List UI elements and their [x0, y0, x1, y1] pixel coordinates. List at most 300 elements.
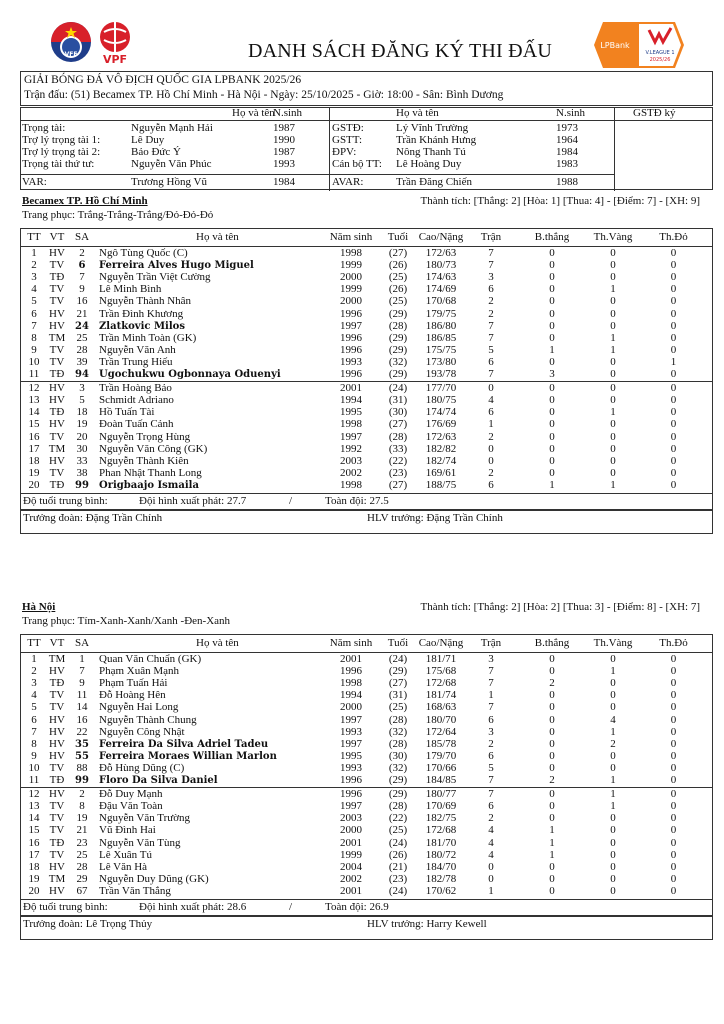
player-name: Lê Văn Hà	[99, 860, 148, 873]
player-position: TV	[49, 466, 65, 479]
player-age: (24)	[388, 382, 408, 395]
player-name: Zlatkovic Milos	[99, 320, 185, 332]
player-yellow-cards: 0	[610, 430, 616, 443]
vff-logo	[50, 21, 92, 63]
player-goals: 0	[549, 442, 555, 455]
player-goals: 0	[549, 283, 555, 296]
official-role: ĐPV:	[332, 146, 357, 158]
document-title: DANH SÁCH ĐĂNG KÝ THI ĐẤU	[247, 40, 553, 62]
player-row	[21, 701, 712, 714]
player-tt: 16	[28, 836, 40, 849]
player-row	[21, 689, 712, 702]
player-number: 14	[76, 701, 88, 714]
player-age: (24)	[388, 836, 408, 849]
player-tt: 20	[28, 884, 40, 897]
player-red-cards: 0	[670, 836, 677, 849]
player-red-cards: 0	[670, 689, 677, 702]
player-tt: 1	[31, 653, 37, 665]
team-name: Becamex TP. Hồ Chí Minh	[22, 195, 148, 207]
player-age: (29)	[388, 343, 408, 356]
player-position: TV	[49, 812, 65, 825]
avg-age-starting: Đội hình xuất phát: 27.7	[139, 495, 247, 507]
player-number: 24	[75, 320, 89, 332]
col-vt: VT	[49, 231, 65, 243]
player-age: (32)	[388, 355, 408, 368]
player-position: TV	[49, 800, 65, 813]
player-matches: 2	[488, 295, 494, 308]
player-tt: 15	[28, 824, 40, 837]
player-number: 11	[76, 689, 88, 702]
player-yellow-cards: 0	[610, 466, 616, 479]
official-role: VAR:	[22, 176, 47, 188]
player-height-weight: 174/74	[425, 406, 457, 419]
player-tt: 1	[31, 247, 37, 259]
player-goals: 0	[549, 331, 555, 344]
player-age: (31)	[388, 394, 408, 407]
player-birth-year: 1998	[340, 247, 362, 259]
player-goals: 0	[549, 247, 555, 259]
player-position: TĐ	[49, 478, 65, 491]
player-matches: 7	[488, 665, 494, 678]
player-position: TM	[48, 331, 66, 344]
roster-header	[21, 637, 712, 650]
player-name: Nguyễn Văn Tùng	[99, 836, 181, 849]
player-goals: 1	[549, 836, 555, 849]
player-age: (28)	[388, 737, 408, 750]
player-row	[21, 824, 712, 837]
player-goals: 0	[549, 860, 555, 873]
avg-age-total: Toàn đội: 27.5	[325, 495, 389, 507]
player-number: 20	[76, 430, 88, 443]
official-year: 1964	[556, 134, 578, 146]
player-birth-year: 1999	[340, 259, 362, 272]
player-height-weight: 175/75	[425, 343, 457, 356]
player-name: Nguyễn Thành Nhân	[99, 295, 192, 308]
col-age: Tuổi	[387, 231, 409, 243]
player-row	[21, 406, 712, 419]
col-name: Họ và tên	[196, 231, 239, 243]
avg-age-total: Toàn đội: 26.9	[325, 901, 389, 913]
player-row	[21, 368, 712, 381]
official-year: 1987	[273, 122, 295, 134]
player-red-cards: 0	[670, 884, 677, 897]
player-position: TM	[48, 653, 66, 665]
player-position: HV	[49, 737, 65, 750]
player-tt: 14	[28, 406, 40, 419]
player-red-cards: 0	[670, 466, 677, 479]
player-age: (27)	[388, 247, 408, 259]
player-matches: 0	[488, 442, 494, 455]
player-position: HV	[49, 307, 65, 320]
player-birth-year: 1997	[340, 800, 362, 813]
player-height-weight: 182/74	[425, 454, 457, 467]
player-tt: 17	[28, 848, 40, 861]
player-height-weight: 168/63	[425, 701, 457, 714]
player-number: 9	[79, 283, 85, 296]
player-matches: 6	[488, 283, 494, 296]
player-tt: 11	[28, 774, 40, 786]
player-birth-year: 2000	[340, 295, 362, 308]
player-goals: 0	[549, 749, 555, 762]
player-height-weight: 181/74	[425, 689, 457, 702]
official-year: 1990	[273, 134, 295, 146]
player-age: (30)	[388, 406, 408, 419]
player-name: Trần Hoàng Bảo	[99, 382, 172, 395]
player-age: (28)	[388, 800, 408, 813]
player-yellow-cards: 0	[610, 454, 616, 467]
player-age: (27)	[388, 677, 408, 690]
average-age-row	[23, 901, 714, 913]
player-yellow-cards: 0	[610, 394, 616, 407]
col-goals: B.thắng	[534, 637, 570, 649]
player-row	[21, 283, 712, 296]
player-tt: 10	[28, 355, 40, 368]
player-height-weight: 182/78	[425, 872, 457, 885]
player-number: 35	[75, 738, 89, 750]
player-goals: 0	[549, 355, 555, 368]
player-birth-year: 1997	[340, 319, 362, 332]
player-yellow-cards: 1	[610, 331, 616, 344]
svg-text:VPF: VPF	[102, 53, 128, 66]
player-red-cards: 0	[670, 872, 677, 885]
player-birth-year: 1993	[340, 355, 362, 368]
player-goals: 0	[549, 430, 555, 443]
player-row	[21, 788, 712, 801]
player-matches: 4	[488, 848, 494, 861]
player-number: 16	[76, 713, 88, 726]
player-matches: 2	[488, 307, 494, 320]
player-height-weight: 170/66	[425, 761, 457, 774]
head-coach: HLV trưởng: Đặng Trần Chính	[367, 512, 503, 524]
player-height-weight: 193/78	[425, 368, 457, 380]
officials-table	[20, 107, 713, 190]
player-goals: 0	[549, 259, 555, 272]
roster-table	[20, 228, 713, 534]
player-tt: 8	[31, 331, 37, 344]
player-birth-year: 1998	[340, 418, 362, 431]
avg-age-starting: Đội hình xuất phát: 28.6	[139, 901, 247, 913]
player-row	[21, 332, 712, 345]
official-role: Trợ lý trọng tài 1:	[22, 134, 101, 146]
player-tt: 6	[31, 713, 37, 726]
avg-age-label: Độ tuổi trung bình:	[23, 901, 108, 913]
player-tt: 4	[31, 283, 37, 296]
player-number: 1	[79, 653, 85, 665]
player-yellow-cards: 1	[610, 343, 616, 356]
svg-text:V.LEAGUE 1: V.LEAGUE 1	[645, 50, 675, 56]
player-birth-year: 1996	[340, 331, 362, 344]
player-yellow-cards: 0	[610, 355, 616, 368]
player-red-cards: 0	[670, 774, 677, 786]
player-tt: 2	[31, 259, 37, 272]
official-name: Nguyễn Mạnh Hải	[131, 122, 213, 134]
player-goals: 2	[549, 677, 555, 690]
player-age: (23)	[388, 466, 408, 479]
player-age: (29)	[388, 788, 408, 801]
player-age: (24)	[388, 884, 408, 897]
player-row	[21, 665, 712, 678]
player-age: (25)	[388, 824, 408, 837]
player-red-cards: 0	[670, 307, 677, 320]
player-name: Phan Nhật Thanh Long	[99, 466, 202, 479]
player-age: (25)	[388, 271, 408, 284]
player-red-cards: 0	[670, 283, 677, 296]
player-matches: 0	[488, 860, 494, 873]
player-height-weight: 184/85	[425, 774, 457, 786]
officials-header-birth2: N.sinh	[556, 107, 586, 119]
player-tt: 13	[28, 394, 40, 407]
player-red-cards: 0	[670, 368, 677, 380]
player-red-cards: 0	[670, 247, 677, 259]
player-red-cards: 0	[670, 761, 677, 774]
player-height-weight: 180/77	[425, 788, 457, 801]
player-goals: 0	[549, 271, 555, 284]
player-height-weight: 172/64	[425, 725, 457, 738]
player-height-weight: 169/61	[425, 466, 457, 479]
player-number: 25	[76, 848, 88, 861]
official-role: Cán bộ TT:	[332, 158, 382, 170]
player-age: (32)	[388, 761, 408, 774]
player-matches: 1	[488, 689, 494, 702]
player-row	[21, 849, 712, 862]
player-yellow-cards: 0	[610, 382, 616, 395]
avg-age-label: Độ tuổi trung bình:	[23, 495, 108, 507]
player-matches: 7	[488, 259, 494, 272]
player-number: 67	[76, 884, 88, 897]
player-goals: 1	[549, 478, 555, 491]
player-matches: 6	[488, 478, 494, 491]
player-height-weight: 172/63	[425, 430, 457, 443]
player-matches: 1	[488, 884, 494, 897]
player-number: 7	[79, 665, 85, 678]
player-yellow-cards: 0	[610, 677, 616, 690]
player-red-cards: 0	[670, 271, 677, 284]
player-number: 23	[76, 836, 88, 849]
player-matches: 3	[488, 271, 494, 284]
player-red-cards: 0	[670, 860, 677, 873]
player-name: Nguyễn Duy Dũng (GK)	[99, 872, 209, 885]
official-role: Trợ lý trọng tài 2:	[22, 146, 101, 158]
player-tt: 16	[28, 430, 40, 443]
league-name: GIẢI BÓNG ĐÁ VÔ ĐỊCH QUỐC GIA LPBANK 2025/26	[24, 74, 302, 86]
player-matches: 5	[488, 761, 494, 774]
player-row	[21, 394, 712, 407]
player-position: HV	[49, 860, 65, 873]
player-height-weight: 179/75	[425, 307, 457, 320]
col-tt: TT	[27, 231, 41, 243]
player-birth-year: 1997	[340, 713, 362, 726]
col-vt: VT	[49, 637, 65, 649]
player-matches: 7	[488, 788, 494, 801]
player-position: TV	[49, 848, 65, 861]
player-name: Lê Minh Bình	[99, 283, 162, 296]
player-name: Đỗ Duy Mạnh	[99, 788, 163, 801]
player-number: 28	[76, 860, 88, 873]
player-red-cards: 0	[670, 394, 677, 407]
player-yellow-cards: 1	[610, 406, 616, 419]
player-red-cards: 0	[670, 737, 677, 750]
player-goals: 0	[549, 307, 555, 320]
player-name: Đậu Văn Toàn	[99, 800, 163, 813]
player-yellow-cards: 0	[610, 442, 616, 455]
player-number: 88	[76, 761, 88, 774]
player-matches: 7	[488, 368, 494, 380]
player-birth-year: 1999	[340, 283, 362, 296]
player-red-cards: 0	[670, 812, 677, 825]
player-position: HV	[49, 665, 65, 678]
player-matches: 4	[488, 824, 494, 837]
player-red-cards: 0	[670, 454, 677, 467]
player-matches: 0	[488, 872, 494, 885]
player-age: (29)	[388, 307, 408, 320]
player-name: Origbaajo Ismaila	[99, 479, 199, 491]
player-birth-year: 1996	[340, 774, 362, 786]
avg-age-slash: /	[289, 901, 293, 913]
player-red-cards: 0	[670, 677, 677, 690]
player-matches: 6	[488, 749, 494, 762]
player-matches: 6	[488, 713, 494, 726]
player-birth-year: 1994	[340, 689, 362, 702]
player-red-cards: 0	[670, 701, 677, 714]
player-height-weight: 181/70	[425, 836, 457, 849]
player-name: Vũ Đình Hai	[99, 824, 156, 837]
player-name: Nguyễn Thành Kiên	[99, 454, 189, 467]
player-matches: 7	[488, 247, 494, 259]
player-goals: 0	[549, 701, 555, 714]
player-yellow-cards: 0	[610, 761, 616, 774]
player-name: Hồ Tuấn Tài	[99, 406, 155, 419]
player-birth-year: 2000	[340, 701, 362, 714]
player-yellow-cards: 0	[610, 295, 616, 308]
player-matches: 3	[488, 725, 494, 738]
player-position: TV	[49, 283, 65, 296]
player-matches: 7	[488, 774, 494, 786]
player-tt: 3	[31, 271, 37, 284]
player-number: 39	[76, 355, 88, 368]
player-row	[21, 738, 712, 751]
player-tt: 3	[31, 677, 37, 690]
player-yellow-cards: 0	[610, 884, 616, 897]
player-matches: 7	[488, 701, 494, 714]
player-yellow-cards: 1	[610, 665, 616, 678]
player-birth-year: 1993	[340, 725, 362, 738]
player-tt: 14	[28, 812, 40, 825]
official-name: Trương Hồng Vũ	[131, 176, 207, 188]
player-position: TĐ	[49, 271, 65, 284]
player-age: (27)	[388, 418, 408, 431]
player-tt: 9	[31, 343, 37, 356]
player-tt: 7	[31, 319, 37, 332]
svg-text:2025/26: 2025/26	[649, 57, 671, 63]
officials-header-name: Họ và tên	[232, 107, 275, 119]
player-number: 18	[76, 406, 88, 419]
player-goals: 0	[549, 454, 555, 467]
player-name: Trần Trung Hiếu	[99, 355, 173, 368]
player-age: (28)	[388, 430, 408, 443]
player-height-weight: 185/78	[425, 737, 457, 750]
player-age: (33)	[388, 442, 408, 455]
player-tt: 4	[31, 689, 37, 702]
roster-table	[20, 634, 713, 940]
player-position: TV	[49, 259, 65, 272]
player-row	[21, 356, 712, 369]
player-height-weight: 182/75	[425, 812, 457, 825]
svg-text:VFF: VFF	[64, 51, 78, 58]
player-name: Phạm Xuân Mạnh	[99, 665, 180, 678]
player-tt: 17	[28, 442, 40, 455]
player-red-cards: 0	[670, 418, 677, 431]
player-goals: 0	[549, 466, 555, 479]
player-height-weight: 172/63	[425, 247, 457, 259]
player-goals: 0	[549, 382, 555, 395]
player-matches: 2	[488, 430, 494, 443]
col-red: Th.Đỏ	[659, 231, 688, 243]
player-yellow-cards: 1	[610, 774, 616, 786]
player-yellow-cards: 1	[610, 800, 616, 813]
player-red-cards: 0	[670, 653, 677, 665]
player-goals: 0	[549, 725, 555, 738]
player-number: 7	[79, 271, 85, 284]
player-goals: 0	[549, 665, 555, 678]
player-goals: 1	[549, 343, 555, 356]
player-red-cards: 0	[670, 259, 677, 272]
player-height-weight: 186/80	[425, 319, 457, 332]
player-height-weight: 181/71	[425, 653, 457, 665]
player-goals: 2	[549, 774, 555, 786]
player-matches: 2	[488, 466, 494, 479]
player-birth-year: 1996	[340, 307, 362, 320]
player-yellow-cards: 0	[610, 418, 616, 431]
player-matches: 4	[488, 394, 494, 407]
player-tt: 13	[28, 800, 40, 813]
player-red-cards: 0	[670, 406, 677, 419]
player-name: Trần Văn Thắng	[99, 884, 171, 897]
player-position: TV	[49, 824, 65, 837]
match-details: Trận đấu: (51) Becamex TP. Hồ Chí Minh - Hà Nội - Ngày: 25/10/2025 - Giờ: 18:00 - Sân: Bình Dương	[24, 89, 504, 101]
player-matches: 2	[488, 737, 494, 750]
col-height-weight: Cao/Nặng	[418, 231, 464, 243]
col-year: Năm sinh	[329, 637, 373, 649]
player-tt: 15	[28, 418, 40, 431]
player-row	[21, 259, 712, 272]
player-row	[21, 443, 712, 456]
player-yellow-cards: 4	[610, 713, 616, 726]
player-goals: 0	[549, 394, 555, 407]
player-red-cards: 0	[670, 788, 677, 801]
player-age: (25)	[388, 295, 408, 308]
player-row	[21, 677, 712, 690]
player-yellow-cards: 1	[610, 478, 616, 491]
player-tt: 7	[31, 725, 37, 738]
player-position: HV	[49, 788, 65, 801]
player-position: TĐ	[49, 406, 65, 419]
official-year: 1973	[556, 122, 578, 134]
player-name: Lê Xuân Tú	[99, 848, 152, 861]
player-number: 55	[75, 750, 89, 762]
player-yellow-cards: 0	[610, 824, 616, 837]
player-position: HV	[49, 713, 65, 726]
player-position: HV	[49, 454, 65, 467]
player-row	[21, 431, 712, 444]
official-name: Lý Vĩnh Trường	[396, 122, 469, 134]
player-number: 94	[75, 369, 89, 380]
player-row	[21, 861, 712, 874]
player-goals: 0	[549, 713, 555, 726]
head-coach: HLV trưởng: Harry Kewell	[367, 918, 487, 930]
player-tt: 10	[28, 761, 40, 774]
player-row	[21, 750, 712, 763]
player-name: Nguyễn Công Nhật	[99, 725, 185, 738]
